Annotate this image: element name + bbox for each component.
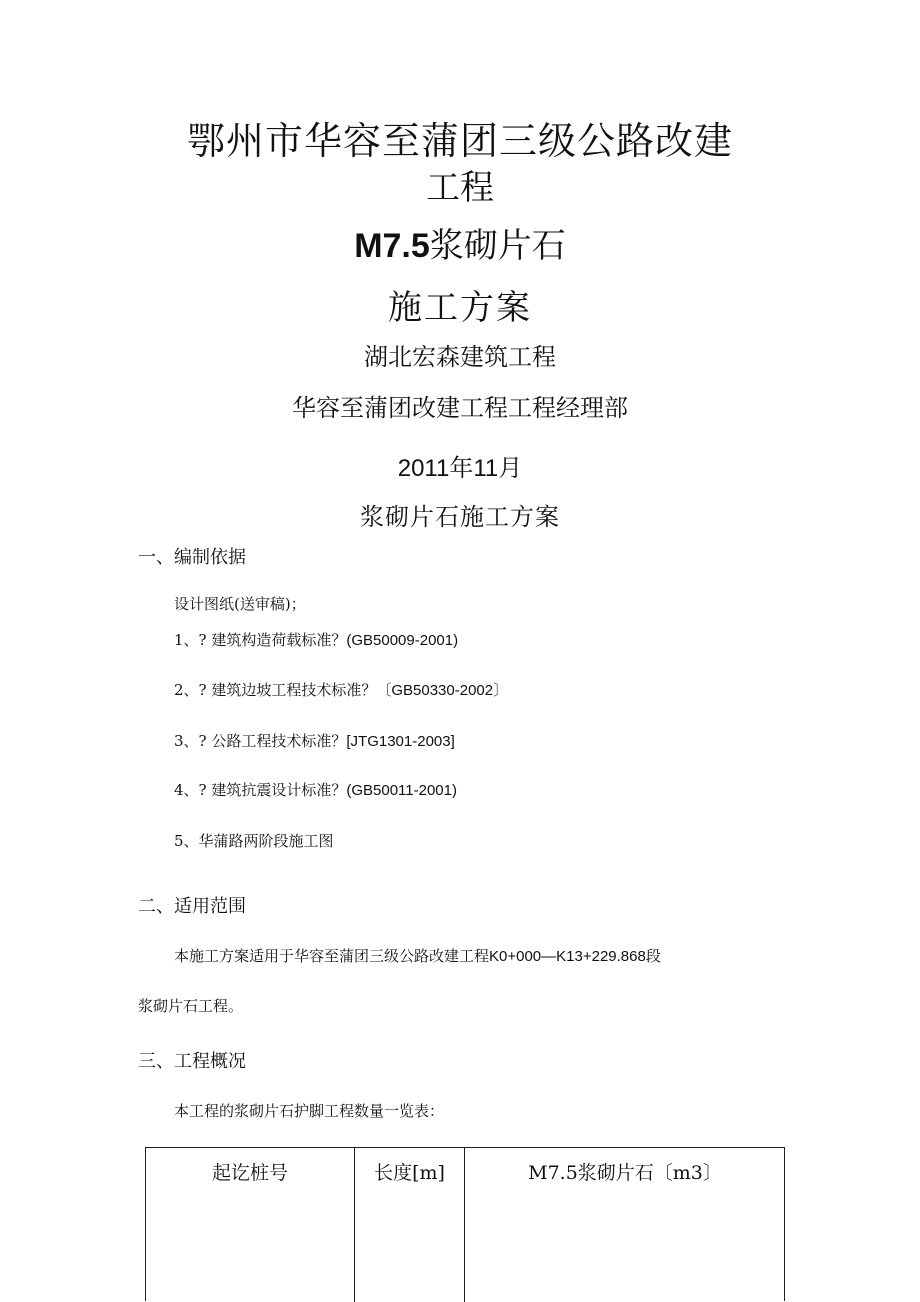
- basis-item-label: 1、? 建筑构造荷载标准？: [174, 631, 347, 649]
- basis-item: [174, 679, 508, 700]
- section3-heading: 三、工程概况: [138, 1051, 246, 1072]
- project-department: 华容至蒲团改建工程工程经理部: [292, 394, 628, 422]
- overview-intro: 本工程的浆砌片石护脚工程数量一览表：: [174, 1102, 445, 1120]
- basis-item: [174, 830, 334, 851]
- plan-title: 施工方案: [388, 288, 532, 328]
- document-subtitle: [0, 218, 920, 267]
- basis-item-label: 5、华蒲路两阶段施工图: [174, 832, 334, 850]
- date-year-char: 年: [449, 454, 474, 482]
- basis-intro: 设计图纸(送审稿)；: [174, 595, 306, 613]
- scope-text: 本施工方案适用于华容至蒲团三级公路改建工程: [174, 947, 490, 965]
- basis-item-code: 〔GB50330-2002〕: [376, 682, 509, 699]
- scope-paragraph: [174, 945, 661, 966]
- quantity-table: [145, 1147, 785, 1301]
- table-header-volume: M7.5浆砌片石〔m3〕: [528, 1162, 722, 1184]
- section1-heading: 一、编制依据: [138, 547, 246, 568]
- basis-item-code: [JTG1301-2003]: [346, 733, 455, 750]
- scope-range: K0+000—K13+229.868: [489, 948, 646, 965]
- company-name: 湖北宏森建筑工程: [364, 343, 556, 371]
- subtitle-code: M7.5: [354, 227, 430, 265]
- document-title-line2: 工程: [426, 168, 494, 208]
- section-main-title: 浆砌片石施工方案: [360, 503, 560, 531]
- table-header-station: 起讫桩号: [211, 1162, 288, 1184]
- subtitle-rest: 浆砌片石: [429, 226, 566, 266]
- basis-item-code: (GB50009-2001): [346, 632, 459, 649]
- basis-item: [174, 779, 457, 800]
- basis-item: [174, 629, 458, 650]
- basis-item-label: 3、? 公路工程技术标准？: [174, 732, 347, 750]
- basis-item-code: (GB50011-2001): [346, 782, 457, 799]
- basis-item: [174, 730, 455, 751]
- date-year: 2011: [397, 455, 450, 482]
- date-month-char: 月: [498, 454, 523, 482]
- scope-paragraph-continued: 浆砌片石工程。: [138, 997, 244, 1015]
- section2-heading: 二、适用范围: [138, 896, 246, 917]
- document-date: [0, 448, 920, 483]
- scope-suffix: 段: [645, 947, 661, 965]
- basis-item-label: 4、? 建筑抗震设计标准？: [174, 781, 347, 799]
- document-title-line1: 鄂州市华容至蒲团三级公路改建: [186, 119, 733, 163]
- date-month: 11: [473, 455, 499, 482]
- basis-item-label: 2、? 建筑边坡工程技术标准？: [174, 681, 377, 699]
- table-header-length: 长度[m]: [374, 1162, 445, 1184]
